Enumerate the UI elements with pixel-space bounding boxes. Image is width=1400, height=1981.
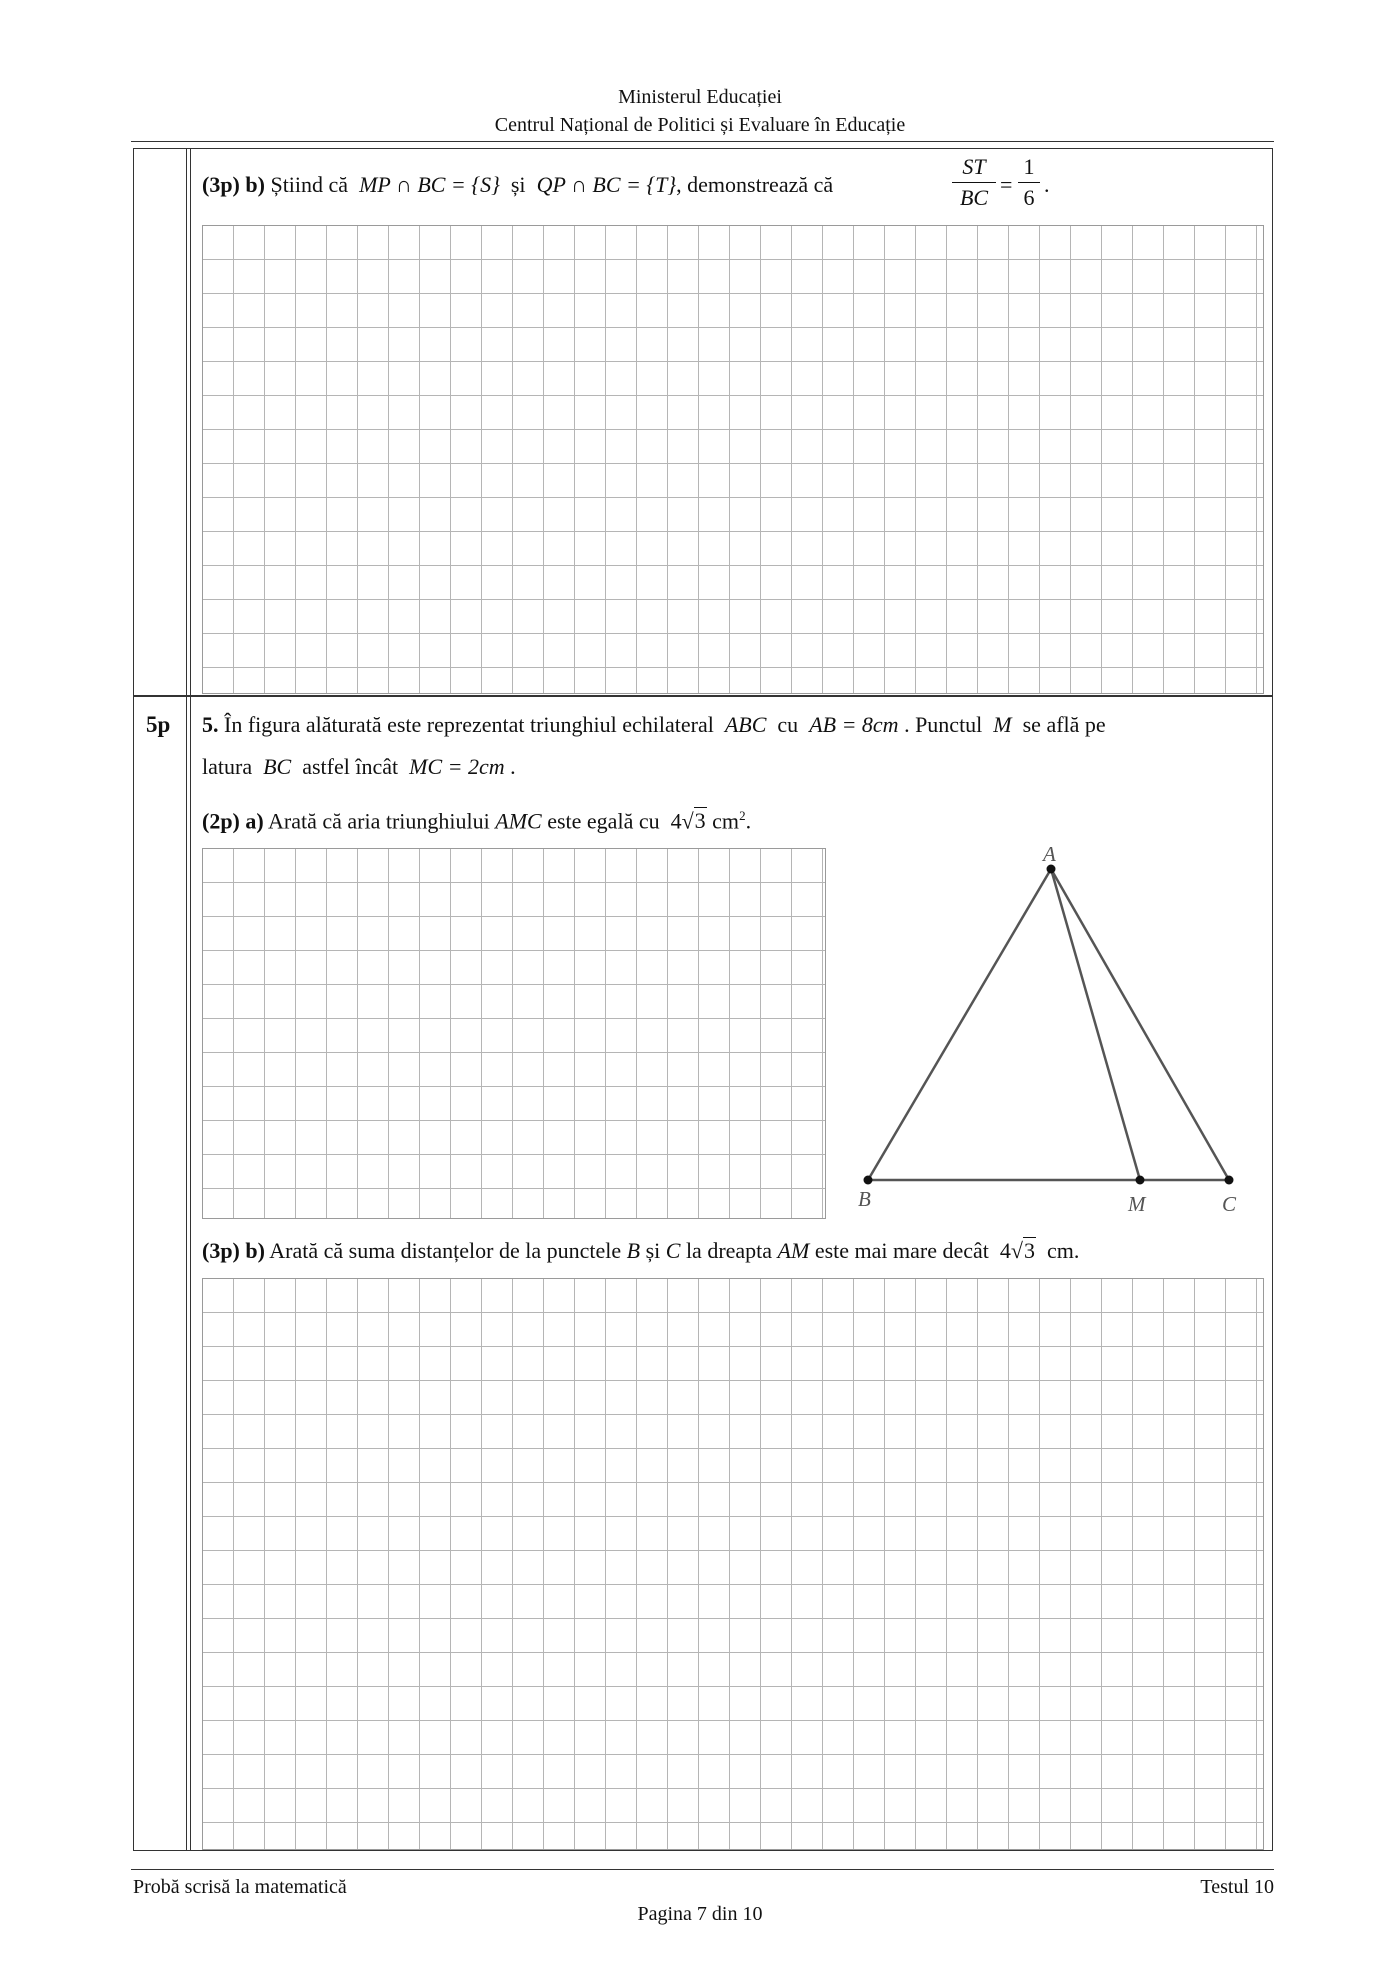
side-ab xyxy=(868,869,1051,1180)
point-b xyxy=(864,1176,873,1185)
label-m: M xyxy=(1128,1192,1146,1216)
fraction-st-bc: ST BC xyxy=(952,154,996,211)
score-column-divider-inner xyxy=(190,148,191,1850)
problem5-line2: latura BC astfel încât MC = 2cm . xyxy=(202,754,516,779)
equals-sign: = xyxy=(1000,172,1013,197)
header-rule xyxy=(131,141,1274,142)
problem5-line1: 5. În figura alăturată este reprezentat triunghiul echilateral ABC cu AB = 8cm . Punctul M se află pe xyxy=(202,712,1106,737)
row-divider xyxy=(133,695,1272,697)
point-m xyxy=(1136,1176,1145,1185)
footer-test-number: Testul 10 xyxy=(1200,1876,1274,1898)
segment-am xyxy=(1051,869,1140,1180)
score-5p: 5p xyxy=(146,712,171,737)
answer-grid-b-top[interactable] xyxy=(202,225,1264,694)
fraction-one-sixth: 1 6 xyxy=(1018,154,1040,211)
score-column-divider xyxy=(186,148,187,1850)
answer-grid-a[interactable] xyxy=(202,848,826,1219)
footer-page-number: Pagina 7 din 10 xyxy=(637,1903,763,1925)
part-b-top-statement: (3p) b) Știind că MP ∩ BC = {S} și QP ∩ BC = {T}, demonstrează că xyxy=(202,172,834,197)
part-b-bottom-statement: (3p) b) Arată că suma distanțelor de la punctele B și C la dreapta AM este mai mare decât 4√3 cm. xyxy=(202,1238,1080,1263)
period: . xyxy=(1044,172,1050,197)
header-center: Centrul Național de Politici și Evaluare în Educație xyxy=(494,114,906,136)
part-a-statement: (2p) a) Arată că aria triunghiului AMC este egală cu 4√3 $cm^2$. xyxy=(202,808,752,834)
label-b: B xyxy=(858,1187,871,1211)
point-c xyxy=(1225,1176,1234,1185)
label-a: A xyxy=(1043,842,1056,866)
answer-grid-b-bottom[interactable] xyxy=(202,1278,1264,1850)
label-c: C xyxy=(1222,1192,1237,1216)
math-mp-bc: MP ∩ BC = {S} xyxy=(359,172,500,197)
footer-rule xyxy=(131,1869,1274,1870)
header-ministry: Ministerul Educației xyxy=(618,86,782,108)
side-ac xyxy=(1051,869,1229,1180)
math-qp-bc: QP ∩ BC = {T} xyxy=(536,172,677,197)
footer-exam-title: Probă scrisă la matematică xyxy=(133,1876,347,1898)
triangle-figure xyxy=(830,835,1250,1225)
